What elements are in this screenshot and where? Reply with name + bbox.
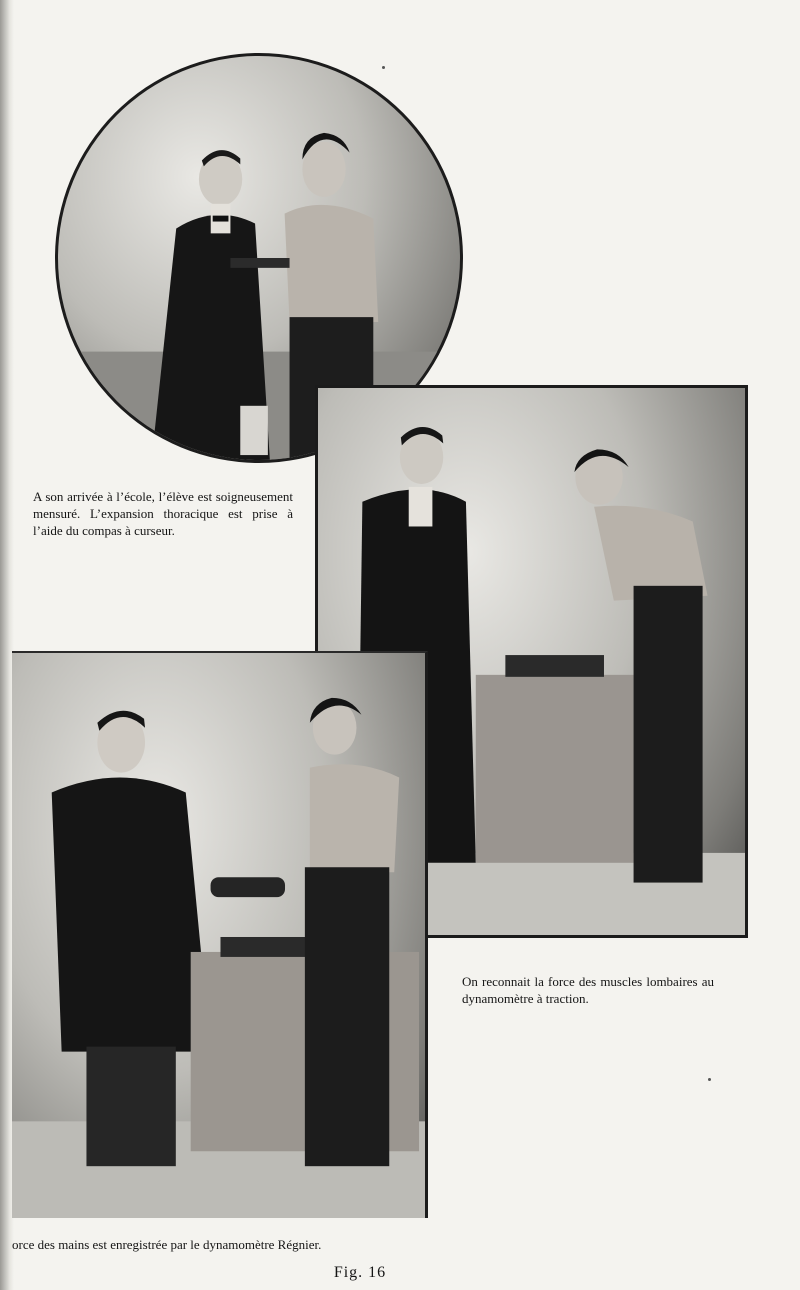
compass-caliper [230, 258, 289, 268]
print-speck [382, 66, 385, 69]
vase [240, 406, 268, 455]
table-with-floral-cloth [476, 655, 634, 863]
caption-lumbar-force: On reconnait la force des muscles lombaires au dynamomètre à traction. [462, 974, 714, 1006]
caption-hand-force: orce des mains est enregistrée par le dynamomètre Régnier. [12, 1237, 322, 1252]
student-figure [305, 698, 399, 1166]
photo-hand-dynamometer [12, 651, 428, 1218]
examiner-figure [52, 711, 211, 1166]
hand-dynamometer [211, 877, 285, 897]
caption-measurement: A son arrivée à l’école, l’élève est soigneusement mensuré. L’expansion thoracique est prise à l’aide du compas à curseur. [33, 489, 293, 538]
print-speck [708, 1078, 711, 1081]
figure-label: Fig. 16 [333, 1264, 387, 1281]
